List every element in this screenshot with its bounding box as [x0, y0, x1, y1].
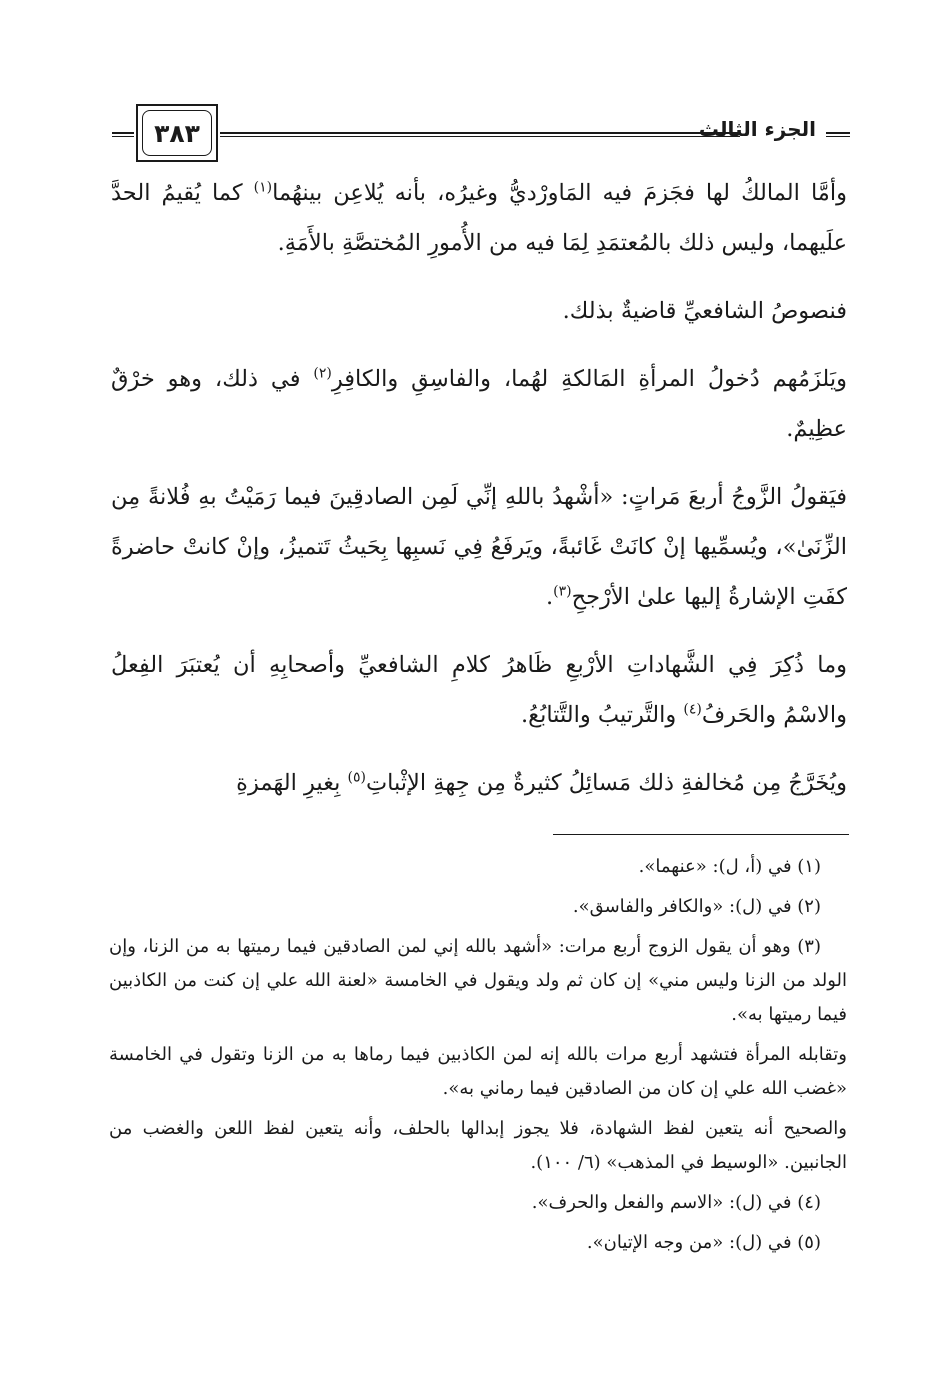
page-number-frame [136, 104, 218, 162]
footnote-ref[interactable]: (٢) [313, 365, 332, 382]
footnote: (٥) في (ل): «من وجه الإتيان». [586, 1232, 821, 1253]
paragraph: ويَلزَمُهم دُخولُ المرأةِ المَالكةِ لهُما، والفاسِقِ والكافِرِ$^{(٢)}$ في ذلك، وهو خرْقٌ عظِيمٌ. [111, 365, 848, 442]
header-rule-right [826, 132, 850, 137]
footnote: (٤) في (ل): «الاسم والفعل والحرف». [531, 1192, 821, 1213]
footnotes [109, 850, 847, 1266]
paragraph: وأمَّا المالكُ لها فجَزمَ فيه المَاورْديُّ وغيرُه، بأنه يُلاعِن بينهُما$^{(١)}$ كما يُقيمُ الحدَّ علَيهما، وليس ذلك بالمُعتمَدِ لِمَا فيه من الأُمورِ المُختصَّةِ بالأَمَةِ. [111, 179, 847, 256]
page-number: ٣٨٣ [154, 118, 200, 148]
paragraph: ويُخَرَّجُ مِن مُخالفةِ ذلك مَسائِلُ كثيرةٌ مِن جِهةِ الإثْباتِ$^{(٥)}$ بِغيرِ الهَمزةِ [236, 769, 847, 796]
footnote-continuation: وتقابله المرأة فتشهد أربع مرات بالله إنه لمن الكاذبين فيما رماها به من الزنا وتقول في الخامسة «غضب الله علي إن كان من الصادقين فيما رماني به». [109, 1044, 847, 1099]
header-rule-middle [220, 132, 740, 137]
volume-title: الجزء الثالث [698, 117, 816, 141]
footnote-ref[interactable]: (١) [253, 179, 273, 196]
header-rule-left [112, 132, 134, 137]
page-header [112, 104, 850, 166]
footnote-ref[interactable]: (٤) [683, 701, 702, 718]
paragraph: وما ذُكِرَ فِي الشَّهاداتِ الأرْبعِ ظَاهرُ كلامِ الشافعيِّ وأصحابِهِ أن يُعتبَرَ الفِعلُ والاسْمُ والحَرفُ$^{(٤)}$ والتَّرتيبُ والتَّتابُعُ. [111, 652, 847, 728]
paragraph: فيَقولُ الزَّوجُ أربعَ مَراتٍ: «أشْهدُ باللهِ إنِّي لَمِن الصادقِينَ فيما رَمَيْتُ بهِ فُلانةً مِن الزِّنَىٰ»، ويُسمِّيها إنْ كانَتْ غَائبةً، ويَرفَعُ فِي نَسبِها بِحَيثُ تَتميزُ، وإنْ كانتْ حاضرةً كفَتِ الإشارةُ إليها علىٰ الأرْجحِ$^{(٣)}$. [111, 484, 847, 610]
footnote-ref[interactable]: (٥) [347, 769, 366, 786]
footnote-continuation: والصحيح أنه يتعين لفظ الشهادة، فلا يجوز إبدالها بالحلف، وأنه يتعين لفظ اللعن والغضب من الجانبين. «الوسيط في المذهب» (٦/ ١٠٠). [109, 1118, 847, 1173]
footnote: (١) في (أ، ل): «عنهما». [638, 856, 821, 877]
footnote-divider [553, 834, 849, 835]
footnote: (٢) في (ل): «والكافر والفاسق». [572, 896, 821, 917]
footnote: (٣) وهو أن يقول الزوج أربع مرات: «أشهد بالله إني لمن الصادقين فيما رميتها به من الزنا، وإن الولد من الزنا وليس مني» إن كان ثم ولد ويقول في الخامسة «لعنة الله علي إن كنت من الكاذبين فيما رميتها به». [109, 936, 847, 1025]
footnote-ref[interactable]: (٣) [553, 583, 572, 600]
paragraph: فنصوصُ الشافعيِّ قاضيةٌ بذلك. [562, 298, 847, 324]
main-text [111, 168, 847, 826]
